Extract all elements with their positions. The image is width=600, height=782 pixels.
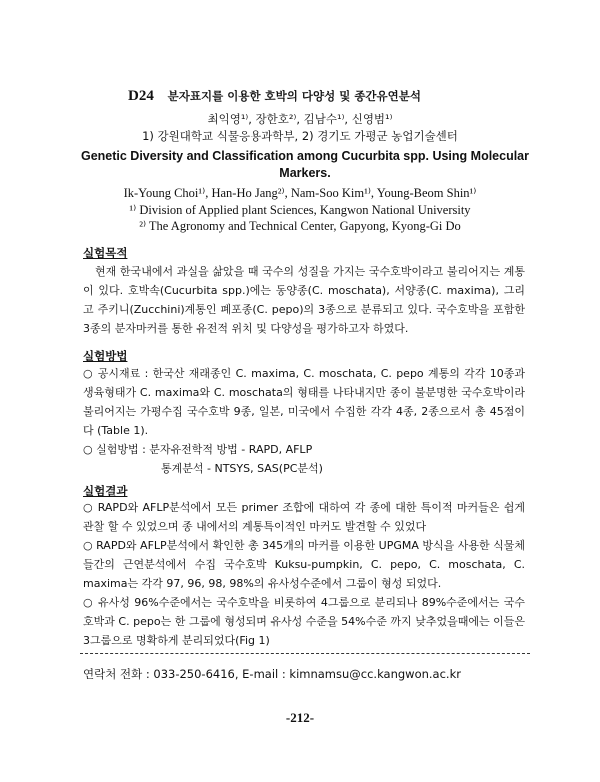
results-item-markers: ○ RAPD와 AFLP분석에서 모든 primer 조합에 대하여 각 종에 대한 특이적 마커들은 쉽게 관찰 할 수 있었으며 종 내에서의 계통특이적인 마커도 발견할 수 있었다 <box>83 501 525 533</box>
purpose-heading: 실험목적 <box>83 246 128 260</box>
purpose-paragraph <box>83 262 525 338</box>
korean-affiliation: 1) 강원대학교 식물응용과학부, 2) 경기도 가평군 농업기술센터 <box>142 129 458 143</box>
contact-info: 연락처 전화 : 033-250-6416, E-mail : kimnamsu@cc.kangwon.ac.kr <box>83 667 461 681</box>
footer-divider <box>80 653 530 654</box>
korean-authors: 최익영¹⁾, 장한호²⁾, 김남수¹⁾, 신영범¹⁾ <box>207 112 393 126</box>
english-authors: Ik-Young Choi¹⁾, Han-Ho Jang²⁾, Nam-Soo Kim¹⁾, Young-Beom Shin¹⁾ <box>123 186 477 200</box>
korean-title: 분자표지를 이용한 호박의 다양성 및 종간유연분석 <box>167 89 421 103</box>
english-affiliation-1: ¹⁾ Division of Applied plant Sciences, Kangwon National University <box>129 203 471 217</box>
english-title: Genetic Diversity and Classification among Cucurbita spp. Using Molecular Markers. <box>80 149 530 180</box>
methods-item-methods: ○ 실험방법 : 분자유전학적 방법 - RAPD, AFLP <box>83 443 313 456</box>
methods-paragraph <box>83 364 525 478</box>
abstract-code: D24 <box>128 88 154 104</box>
english-affiliation-2: ²⁾ The Agronomy and Technical Center, Gapyong, Kyong-Gi Do <box>139 219 461 233</box>
title-line <box>128 88 421 105</box>
purpose-text: 현재 한국내에서 과실을 삶았을 때 국수의 성질을 가지는 국수호박이라고 불리어지는 계통이 있다. 호박속(Cucurbita spp.)에는 동양종(C. moschata), 서양종(C. maxima), 그리고 주키니(Zucchini)계통인 폐포종(C. pepo)의 3종으로 분류되고 있다. 국수호박을 포함한 3종의 분자마커를 통한 유전적 위치 및 다양성을 평가하고자 하였다. <box>83 265 525 335</box>
methods-item-materials: ○ 공시재료 : 한국산 재래종인 C. maxima, C. moschata, C. pepo 계통의 각각 10종과 생육형태가 C. maxima와 C. moschata의 형태를 나타내지만 종이 불분명한 국수호박이라 불리어지는 가평수집 국수호박 9종, 일본, 미국에서 수집한 각각 4종, 2종으로서 총 45점이다 (Table 1). <box>83 367 525 437</box>
methods-heading: 실험방법 <box>83 349 128 363</box>
results-item-upgma: ○ RAPD와 AFLP분석에서 확인한 총 345개의 마커를 이용한 UPGMA 방식을 사용한 식물체들간의 근연분석에서 수집 국수호박 Kuksu-pumpkin, C. pepo, C. moschata, C. maxima는 각각 97, 96, 98, 98%의 유사성수준에서 그룹이 형성 되었다. <box>83 539 525 590</box>
results-heading: 실험결과 <box>83 484 128 498</box>
methods-item-statistics: 통계분석 - NTSYS, SAS(PC분석) <box>161 462 323 475</box>
results-paragraph <box>83 498 525 650</box>
page-number: -212- <box>285 710 315 725</box>
results-item-similarity: ○ 유사성 96%수준에서는 국수호박을 비롯하여 4그룹으로 분리되나 89%수준에서는 국수호박과 C. pepo는 한 그룹에 형성되며 유사성 수준을 54%수준 까지 낮추었을때에는 이들은 3그룹으로 명확하게 분리되었다(Fig 1) <box>83 596 525 647</box>
